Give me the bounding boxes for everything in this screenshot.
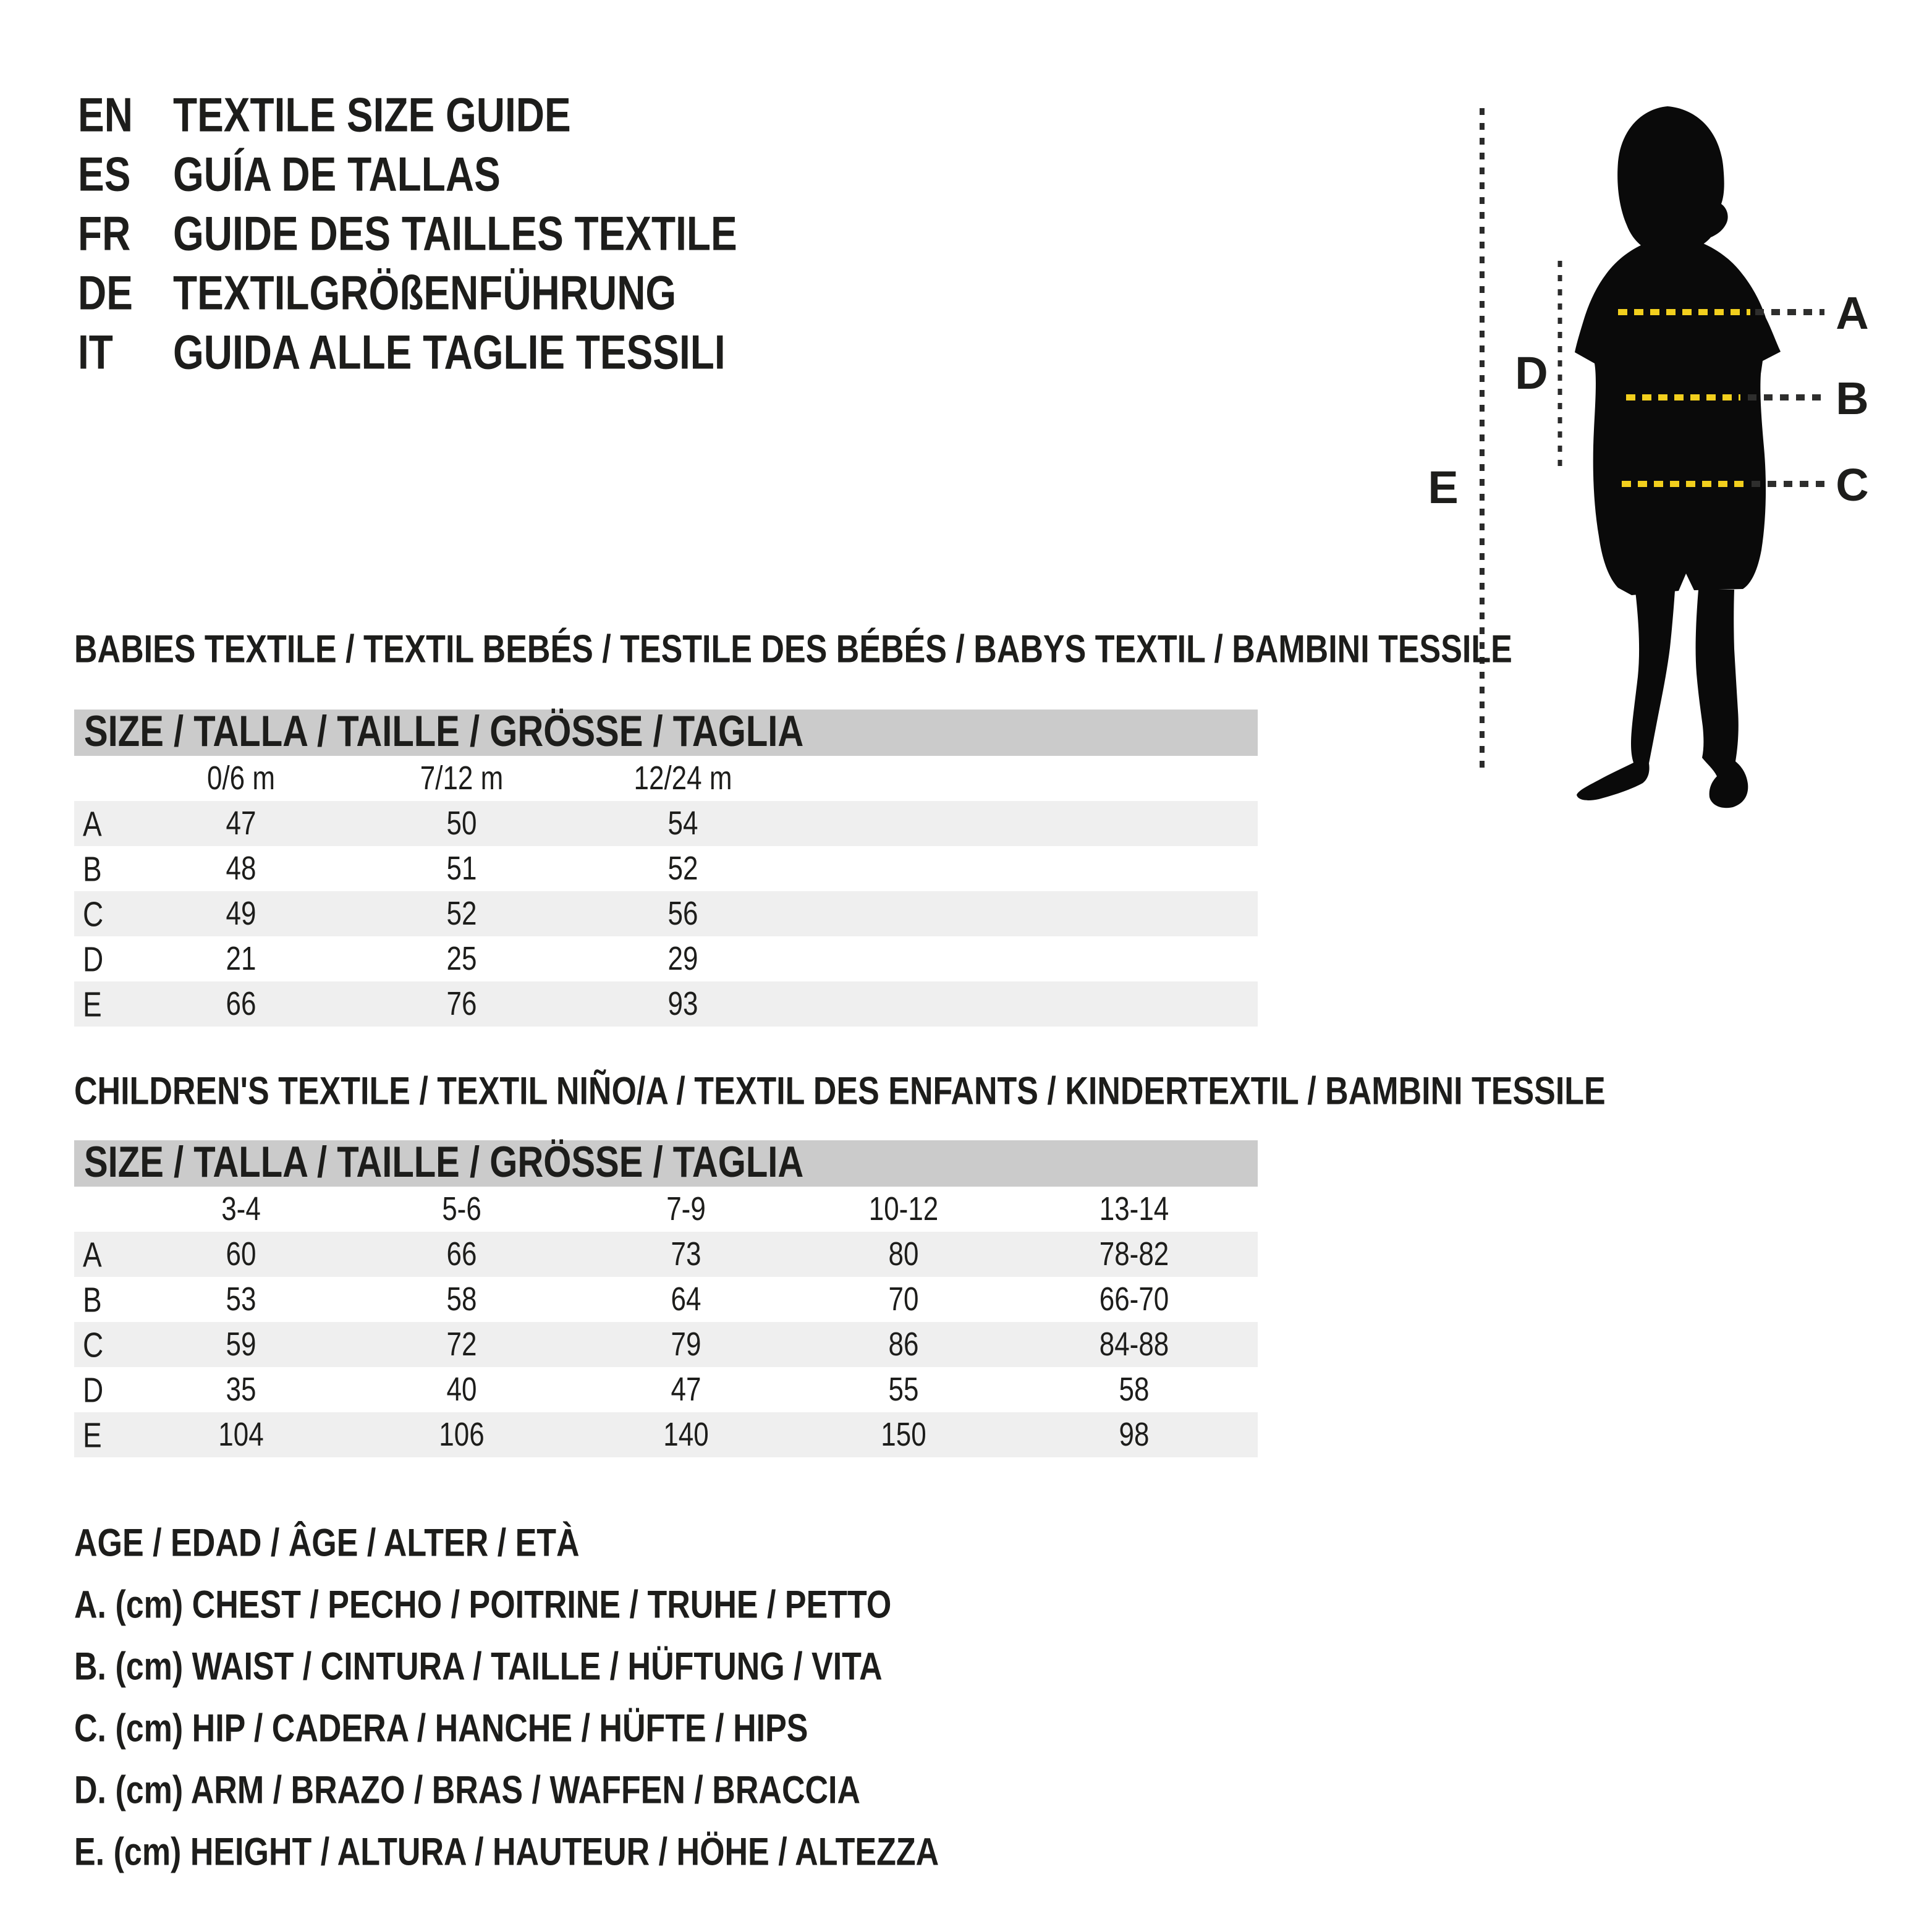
- row-label: A: [83, 803, 102, 844]
- label-d: D: [1515, 347, 1548, 399]
- cell-value: 106: [439, 1416, 485, 1453]
- babies-size-header-bar: [74, 706, 1258, 756]
- silhouette-right-leg: [1696, 590, 1748, 808]
- silhouette-torso: [1575, 240, 1781, 596]
- table-row: [74, 1367, 1258, 1412]
- lang-code-en: EN: [78, 87, 133, 142]
- legend-chest: [74, 1583, 891, 1630]
- legend-height-text: E. (cm) HEIGHT / ALTURA / HAUTEUR / HÖHE / ALTEZZA: [74, 1830, 939, 1875]
- babies-col-0-6m: 0/6 m: [206, 760, 276, 797]
- legend-waist: [74, 1645, 883, 1692]
- lang-row-en: [78, 80, 1067, 140]
- lang-code-de: DE: [78, 265, 133, 320]
- legend-height: [74, 1831, 939, 1878]
- legend-age: [74, 1522, 580, 1569]
- row-label: C: [83, 894, 104, 934]
- children-col-10-12: 10-12: [868, 1190, 939, 1227]
- children-size-header-bar: [74, 1137, 1258, 1187]
- row-label: C: [83, 1324, 104, 1365]
- cell-value: 73: [671, 1235, 701, 1273]
- children-section-title-text: CHILDREN'S TEXTILE / TEXTIL NIÑO/A / TEXTIL DES ENFANTS / KINDERTEXTIL / BAMBINI TESSILE: [74, 1069, 1606, 1114]
- cell-value: 47: [671, 1371, 701, 1408]
- table-row: [74, 1412, 1258, 1457]
- cell-value: 150: [881, 1416, 926, 1453]
- cell-value: 50: [446, 805, 477, 842]
- lang-code-fr: FR: [78, 206, 131, 261]
- children-col-5-6: 5-6: [442, 1190, 481, 1227]
- cell-value: 79: [671, 1326, 701, 1363]
- table-row: [74, 891, 1258, 936]
- lang-title-it: GUIDA ALLE TAGLIE TESSILI: [173, 324, 726, 379]
- cell-value: 59: [226, 1326, 256, 1363]
- cell-value: 104: [218, 1416, 264, 1453]
- cell-value: 52: [667, 850, 698, 887]
- cell-value: 70: [888, 1281, 919, 1318]
- babies-section-title: [74, 629, 1512, 674]
- children-size-table: [74, 1137, 1258, 1457]
- cell-value: 80: [888, 1235, 919, 1273]
- children-col-7-9: 7-9: [666, 1190, 706, 1227]
- cell-value: 58: [446, 1281, 477, 1318]
- children-col-13-14: 13-14: [1099, 1190, 1169, 1227]
- cell-value: 84-88: [1099, 1326, 1169, 1363]
- cell-value: 66-70: [1099, 1281, 1169, 1318]
- legend-arm-text: D. (cm) ARM / BRAZO / BRAS / WAFFEN / BRACCIA: [74, 1768, 861, 1813]
- row-label: D: [83, 1370, 104, 1410]
- cell-value: 93: [667, 985, 698, 1022]
- cell-value: 53: [226, 1281, 256, 1318]
- silhouette-left-leg: [1577, 591, 1675, 800]
- silhouette-shapes: [1575, 106, 1781, 808]
- label-a: A: [1836, 287, 1869, 339]
- babies-col-12-24m: 12/24 m: [633, 760, 732, 797]
- cell-value: 64: [671, 1281, 701, 1318]
- cell-value: 29: [667, 940, 698, 977]
- cell-value: 86: [888, 1326, 919, 1363]
- cell-value: 40: [446, 1371, 477, 1408]
- table-row: [74, 846, 1258, 891]
- lang-code-es: ES: [78, 146, 131, 201]
- cell-value: 78-82: [1099, 1235, 1169, 1273]
- row-label: E: [83, 984, 102, 1024]
- table-row: [74, 936, 1258, 981]
- cell-value: 76: [446, 985, 477, 1022]
- table-row: [74, 1277, 1258, 1322]
- babies-size-table: [74, 706, 1258, 1027]
- child-silhouette-figure: [1421, 93, 1932, 816]
- babies-size-header-text: SIZE / TALLA / TAILLE / GRÖSSE / TAGLIA: [84, 706, 804, 756]
- legend-chest-text: A. (cm) CHEST / PECHO / POITRINE / TRUHE / PETTO: [74, 1583, 892, 1627]
- table-row: [74, 1322, 1258, 1367]
- legend-arm: [74, 1769, 860, 1816]
- legend-hip: [74, 1707, 808, 1754]
- babies-section-title-text: BABIES TEXTILE / TEXTIL BEBÉS / TESTILE DES BÉBÉS / BABYS TEXTIL / BAMBINI TESSILE: [74, 627, 1512, 672]
- lang-row-de: [78, 258, 1067, 318]
- row-label: E: [83, 1415, 102, 1455]
- babies-col-7-12m: 7/12 m: [420, 760, 504, 797]
- lang-title-de: TEXTILGRÖßENFÜHRUNG: [173, 265, 677, 320]
- lang-title-fr: GUIDE DES TAILLES TEXTILE: [173, 206, 737, 261]
- cell-value: 21: [226, 940, 256, 977]
- table-row: [74, 801, 1258, 846]
- children-size-header-text: SIZE / TALLA / TAILLE / GRÖSSE / TAGLIA: [84, 1137, 804, 1187]
- cell-value: 58: [1119, 1371, 1150, 1408]
- label-b: B: [1836, 373, 1869, 424]
- cell-value: 52: [446, 895, 477, 932]
- cell-value: 140: [663, 1416, 709, 1453]
- silhouette-head: [1617, 106, 1727, 253]
- lang-title-en: TEXTILE SIZE GUIDE: [173, 87, 571, 142]
- cell-value: 72: [446, 1326, 477, 1363]
- lang-row-es: [78, 140, 1067, 199]
- cell-value: 25: [446, 940, 477, 977]
- cell-value: 49: [226, 895, 256, 932]
- lang-row-it: [78, 318, 1067, 377]
- legend-age-text: AGE / EDAD / ÂGE / ALTER / ETÀ: [74, 1521, 580, 1566]
- language-title-block: [78, 80, 1067, 377]
- cell-value: 51: [446, 850, 477, 887]
- cell-value: 35: [226, 1371, 256, 1408]
- cell-value: 60: [226, 1235, 256, 1273]
- row-label: B: [83, 1279, 102, 1320]
- table-row: [74, 981, 1258, 1027]
- lang-code-it: IT: [78, 324, 113, 379]
- cell-value: 98: [1119, 1416, 1150, 1453]
- row-label: A: [83, 1234, 102, 1274]
- cell-value: 54: [667, 805, 698, 842]
- label-c: C: [1836, 459, 1869, 511]
- cell-value: 66: [446, 1235, 477, 1273]
- table-row: [74, 1232, 1258, 1277]
- cell-value: 66: [226, 985, 256, 1022]
- lang-row-fr: [78, 199, 1067, 261]
- label-e: E: [1428, 462, 1459, 513]
- babies-column-header-row: [74, 756, 1258, 801]
- cell-value: 47: [226, 805, 256, 842]
- row-label: B: [83, 849, 102, 889]
- lang-title-es: GUÍA DE TALLAS: [173, 146, 501, 201]
- children-section-title: [74, 1071, 1606, 1116]
- legend-hip-text: C. (cm) HIP / CADERA / HANCHE / HÜFTE / HIPS: [74, 1706, 808, 1751]
- children-column-header-row: [74, 1187, 1258, 1232]
- row-label: D: [83, 939, 104, 979]
- cell-value: 56: [667, 895, 698, 932]
- cell-value: 48: [226, 850, 256, 887]
- legend-waist-text: B. (cm) WAIST / CINTURA / TAILLE / HÜFTUNG / VITA: [74, 1645, 883, 1689]
- cell-value: 55: [888, 1371, 919, 1408]
- children-col-3-4: 3-4: [221, 1190, 261, 1227]
